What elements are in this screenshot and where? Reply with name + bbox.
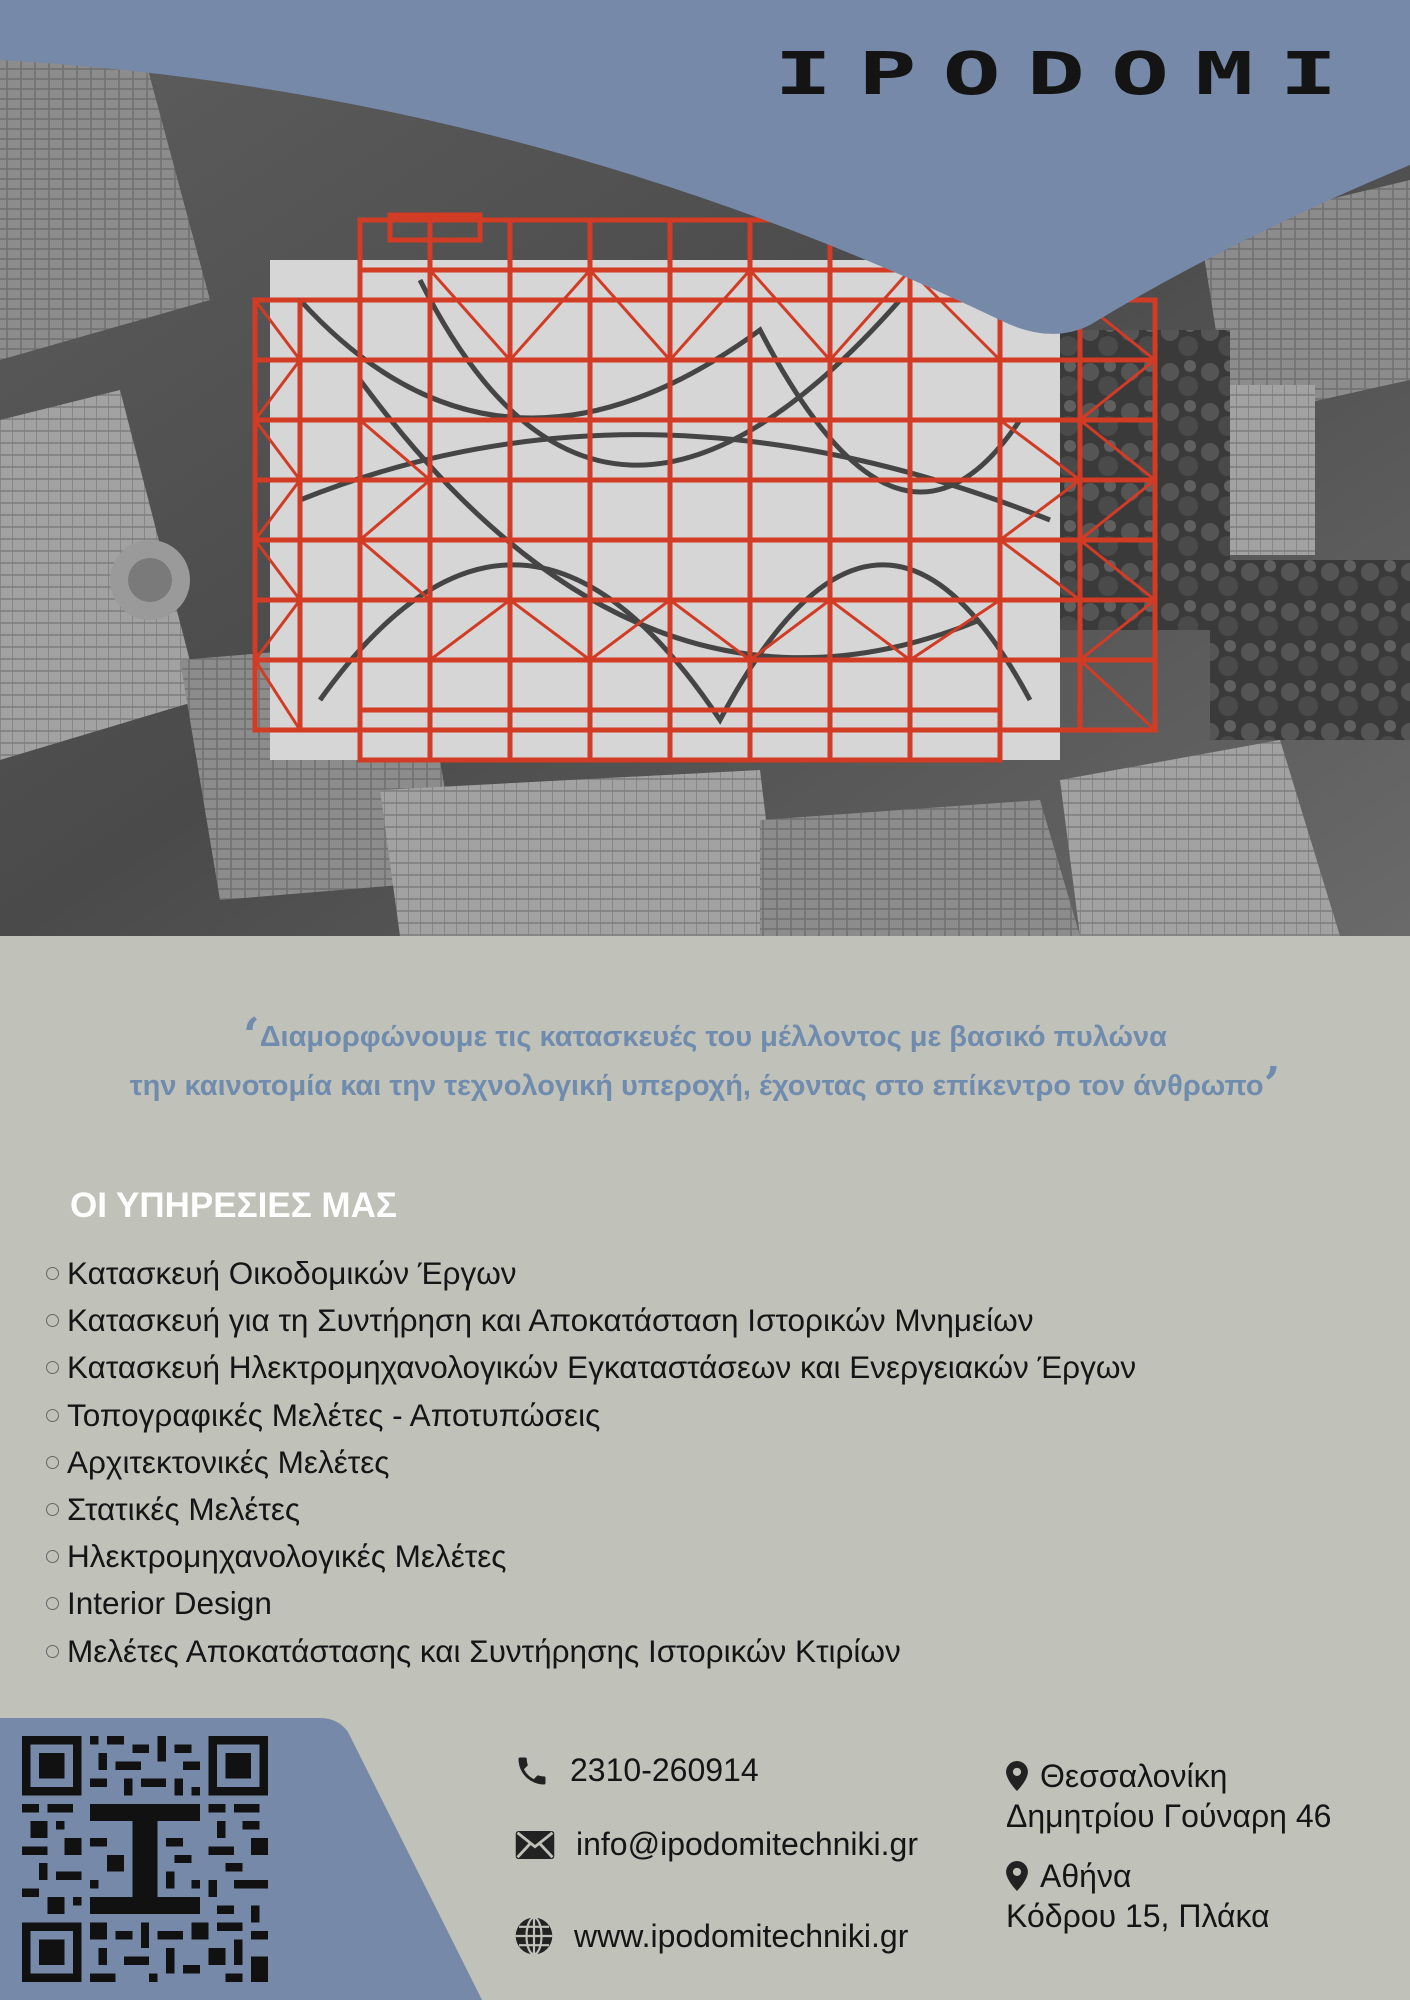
phone-icon [514, 1753, 550, 1789]
globe-icon [514, 1916, 554, 1956]
open-quote-mark: ‘ [242, 1008, 260, 1064]
email-contact[interactable]: info@ipodomitechniki.gr [514, 1826, 918, 1863]
address-street: Κόδρου 15, Πλάκα [1006, 1898, 1270, 1934]
trees [1210, 560, 1410, 740]
service-item: Αρχιτεκτονικές Μελέτες [46, 1439, 1136, 1486]
service-item: Κατασκευή Ηλεκτρομηχανολογικών Εγκαταστάσεων και Ενεργειακών Έργων [46, 1344, 1136, 1391]
bullet-icon [46, 1409, 59, 1422]
bullet-icon [46, 1550, 59, 1563]
service-item: Κατασκευή Οικοδομικών Έργων [46, 1250, 1136, 1297]
services-title: ΟΙ ΥΠΗΡΕΣΙΕΣ ΜΑΣ [70, 1186, 397, 1225]
address-city: Αθήνα [1006, 1856, 1270, 1896]
building-roof [270, 260, 1060, 760]
company-quote [0, 1008, 1410, 1113]
envelope-icon [514, 1828, 556, 1862]
quote-line-1: ‘Διαμορφώνουμε τις κατασκευές του μέλλοντος με βασικό πυλώνα [242, 1008, 1167, 1064]
roof [380, 770, 780, 936]
bullet-icon [46, 1267, 59, 1280]
quote-line-2: την καινοτομία και την τεχνολογική υπεροχή, έχοντας στο επίκεντρο τον άνθρωπο’ [129, 1057, 1281, 1113]
bullet-icon [46, 1314, 59, 1327]
address-athens [1006, 1856, 1270, 1936]
bullet-icon [46, 1503, 59, 1516]
bullet-icon [46, 1645, 59, 1658]
service-item: Interior Design [46, 1580, 1136, 1627]
company-logo: IPODOMI [774, 40, 1364, 109]
service-item: Ηλεκτρομηχανολογικές Μελέτες [46, 1533, 1136, 1580]
bullet-icon [46, 1361, 59, 1374]
map-pin-icon [1006, 1761, 1028, 1791]
bullet-icon [46, 1597, 59, 1610]
address-street: Δημητρίου Γούναρη 46 [1006, 1798, 1332, 1834]
service-item: Στατικές Μελέτες [46, 1486, 1136, 1533]
map-pin-icon [1006, 1861, 1028, 1891]
roof [760, 800, 1080, 936]
address-city: Θεσσαλονίκη [1006, 1756, 1331, 1796]
bullet-icon [46, 1456, 59, 1469]
service-item: Μελέτες Αποκατάστασης και Συντήρησης Ιστορικών Κτιρίων [46, 1628, 1136, 1675]
website-contact[interactable]: www.ipodomitechniki.gr [514, 1916, 908, 1956]
service-item: Κατασκευή για τη Συντήρηση και Αποκατάσταση Ιστορικών Μνημείων [46, 1297, 1136, 1344]
address-thessaloniki [1006, 1756, 1331, 1836]
hero-photo [0, 0, 1410, 936]
phone-contact[interactable]: 2310-260914 [514, 1752, 759, 1789]
hero-image [0, 0, 1410, 936]
service-item: Τοπογραφικές Μελέτες - Αποτυπώσεις [46, 1392, 1136, 1439]
services-list [46, 1250, 1136, 1675]
qr-code-icon[interactable] [22, 1736, 268, 1982]
close-quote-mark: ’ [1263, 1057, 1281, 1113]
